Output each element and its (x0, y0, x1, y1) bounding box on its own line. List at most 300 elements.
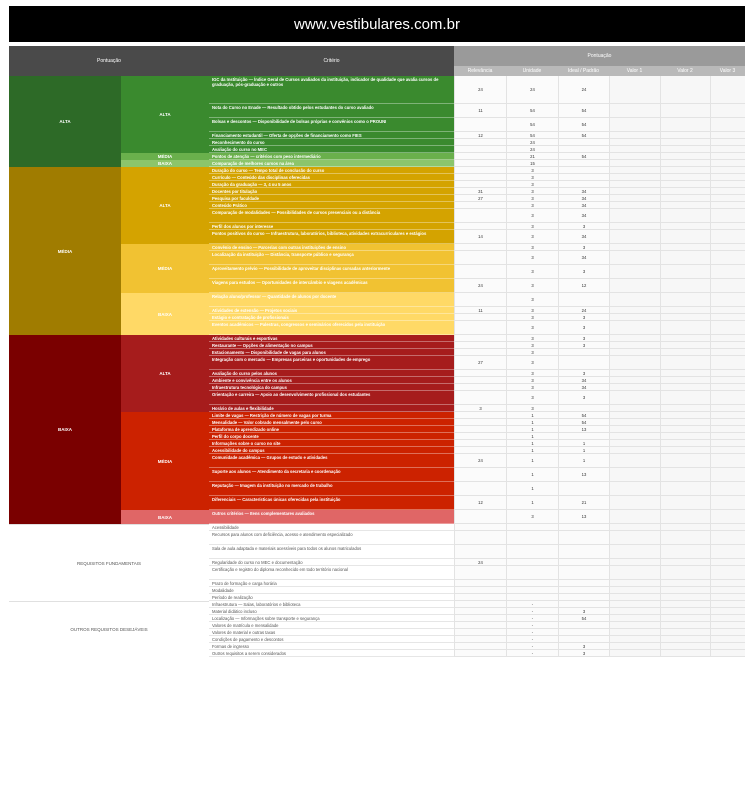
value-cell (660, 433, 710, 440)
value-cell (609, 321, 660, 335)
criterion-row: Aproveitamento prévio — Possibilidade de aproveitar disciplinas cursadas anteriormente (209, 265, 454, 279)
value-cell (609, 335, 660, 342)
group-label: BAIXA (9, 335, 121, 524)
value-cell: 13 (558, 426, 609, 433)
value-cell (660, 188, 710, 195)
value-cell (660, 342, 710, 349)
value-cell (710, 433, 745, 440)
value-cell (660, 174, 710, 181)
value-cell: 34 (558, 209, 609, 223)
value-cell: 3 (506, 265, 558, 279)
value-cell: 3 (558, 335, 609, 342)
criterion-row: Eventos acadêmicos — Palestras, congressos e seminários oferecidos pela instituição (209, 321, 454, 335)
criterion-row: Bolsas e descontos — Disponibilidade de bolsas próprias e convênios como o PROUNI (209, 118, 454, 132)
value-cell (710, 447, 745, 454)
value-cell: 24 (558, 76, 609, 104)
value-cell (609, 76, 660, 104)
value-cell (506, 580, 558, 587)
value-cell (710, 118, 745, 132)
value-cell (609, 167, 660, 174)
value-cell (710, 384, 745, 391)
value-cell (454, 650, 506, 657)
value-cell (710, 335, 745, 342)
criterion-row: Conteúdo Prático (209, 202, 454, 209)
value-cell (558, 545, 609, 559)
value-cell: 1 (506, 440, 558, 447)
value-cell (609, 349, 660, 356)
value-cell: 3 (506, 384, 558, 391)
criterion-row: Orientação e carreira — Apoio ao desenvolvimento profissional dos estudantes (209, 391, 454, 405)
value-cell (609, 244, 660, 251)
value-cell: 3 (506, 174, 558, 181)
value-cell: 54 (558, 412, 609, 419)
value-cell: 3 (558, 650, 609, 657)
value-cell (660, 440, 710, 447)
value-cell (660, 139, 710, 146)
value-cell: 27 (454, 195, 506, 202)
value-cell: - (506, 615, 558, 622)
value-cell (558, 405, 609, 412)
value-cell: 54 (558, 132, 609, 139)
value-cell (454, 440, 506, 447)
criterion-row: Perfil do corpo docente (209, 433, 454, 440)
value-cell (558, 160, 609, 167)
criterion-row: Integração com o mercado — Empresas parceiras e oportunidades de emprego (209, 356, 454, 370)
value-cell: 3 (506, 181, 558, 188)
value-cell (609, 559, 660, 566)
value-cell (660, 601, 710, 608)
subgroup-label: BAIXA (121, 160, 209, 167)
requirement-row: Período de realização (209, 594, 454, 601)
subgroup-label: ALTA (121, 335, 209, 412)
criterion-row: Perfil dos alunos por interesse (209, 223, 454, 230)
value-cell (609, 615, 660, 622)
value-cell (609, 629, 660, 636)
value-cell: 1 (506, 468, 558, 482)
value-cell (609, 482, 660, 496)
value-cell (660, 629, 710, 636)
criterion-row: Reputação — Imagem da instituição no mercado de trabalho (209, 482, 454, 496)
value-cell (710, 496, 745, 510)
criterion-row: Currículo — Conteúdo das disciplinas oferecidas (209, 174, 454, 181)
value-cell (660, 391, 710, 405)
value-cell (609, 496, 660, 510)
subgroup-label: ALTA (121, 76, 209, 153)
value-cell (710, 349, 745, 356)
value-cell (609, 531, 660, 545)
value-cell: 3 (558, 244, 609, 251)
value-cell: 13 (558, 510, 609, 524)
value-cell (660, 454, 710, 468)
value-cell (710, 146, 745, 153)
value-cell (710, 293, 745, 307)
value-cell (660, 377, 710, 384)
value-cell (710, 167, 745, 174)
value-cell: 3 (506, 356, 558, 370)
value-cell (454, 594, 506, 601)
value-cell (454, 153, 506, 160)
value-cell (506, 559, 558, 566)
subheader-col: Valor 1 (609, 66, 660, 76)
value-cell: 1 (506, 482, 558, 496)
value-cell (454, 419, 506, 426)
criterion-row: Docentes por titulação (209, 188, 454, 195)
value-cell: 1 (506, 419, 558, 426)
criterion-row: IGC da Instituição — Índice Geral de Cursos avaliados da instituição, indicador de qualidade que avalia cursos de graduação, pós-graduação e outros (209, 76, 454, 104)
value-cell: 54 (558, 118, 609, 132)
value-cell (609, 188, 660, 195)
value-cell (506, 587, 558, 594)
value-cell (609, 566, 660, 580)
value-cell (609, 202, 660, 209)
value-cell (710, 608, 745, 615)
value-cell (506, 545, 558, 559)
value-cell (710, 132, 745, 139)
value-cell: 3 (506, 510, 558, 524)
value-cell (660, 76, 710, 104)
value-cell (558, 433, 609, 440)
value-cell (710, 594, 745, 601)
value-cell (710, 377, 745, 384)
value-cell (454, 629, 506, 636)
value-cell: 3 (506, 391, 558, 405)
value-cell (454, 167, 506, 174)
value-cell (710, 510, 745, 524)
subgroup-label: MÉDIA (121, 244, 209, 293)
criterion-row: Restaurante — Opções de alimentação no campus (209, 342, 454, 349)
value-cell (609, 545, 660, 559)
value-cell (660, 209, 710, 223)
value-cell (710, 426, 745, 433)
value-cell (609, 608, 660, 615)
subgroup-label: BAIXA (121, 293, 209, 335)
value-cell (558, 566, 609, 580)
value-cell: 3 (558, 370, 609, 377)
value-cell (609, 356, 660, 370)
value-cell (710, 601, 745, 608)
value-cell: 24 (454, 454, 506, 468)
value-cell (710, 174, 745, 181)
value-cell (454, 468, 506, 482)
criterion-row: Viagens para estudos — Oportunidades de intercâmbio e viagens acadêmicas (209, 279, 454, 293)
requirement-row: Regularidade do curso no MEC e documentação (209, 559, 454, 566)
value-cell (609, 636, 660, 643)
value-cell (710, 615, 745, 622)
criterion-row: Comparação de modalidades — Possibilidades de cursos presenciais ou a distância (209, 209, 454, 223)
value-cell (660, 643, 710, 650)
value-cell (558, 594, 609, 601)
value-cell (710, 440, 745, 447)
header-criteria-label: Critério (323, 58, 340, 64)
value-cell (660, 251, 710, 265)
subheader-col: Relevância (454, 66, 506, 76)
value-cell: 3 (558, 608, 609, 615)
value-cell (609, 293, 660, 307)
value-cell (710, 531, 745, 545)
value-cell (454, 636, 506, 643)
value-cell: 34 (558, 188, 609, 195)
value-cell (609, 251, 660, 265)
value-cell (609, 370, 660, 377)
value-cell (710, 587, 745, 594)
value-cell (660, 636, 710, 643)
value-cell (660, 615, 710, 622)
value-cell (454, 391, 506, 405)
value-cell (660, 356, 710, 370)
criterion-row: Pesquisa por faculdade (209, 195, 454, 202)
value-cell (660, 153, 710, 160)
requirement-row: Certificação e registro do diploma reconhecido em todo território nacional (209, 566, 454, 580)
value-cell: 15 (506, 160, 558, 167)
value-cell (454, 146, 506, 153)
value-cell: - (506, 650, 558, 657)
value-cell (609, 265, 660, 279)
value-cell (710, 545, 745, 559)
value-cell (558, 601, 609, 608)
value-cell (660, 580, 710, 587)
value-cell (710, 412, 745, 419)
value-cell (558, 139, 609, 146)
requirement-row: Sala de aula adaptada e materiais acessíveis para todos os alunos matriculados (209, 545, 454, 559)
requirement-row: Valores de material e outras taxas (209, 629, 454, 636)
value-cell: 31 (454, 188, 506, 195)
criterion-row: Localização da instituição — Distância, transporte público e segurança (209, 251, 454, 265)
requirement-row: Outros requisitos a serem considerados (209, 650, 454, 657)
value-cell (710, 391, 745, 405)
value-cell (710, 580, 745, 587)
criterion-row: Pontos de atenção — critérios com peso intermediário (209, 153, 454, 160)
value-cell: 1 (506, 426, 558, 433)
value-cell (454, 209, 506, 223)
header-pontuacao-label: Pontuação (587, 53, 612, 59)
criterion-row: Avaliação do curso pelos alunos (209, 370, 454, 377)
value-cell (558, 580, 609, 587)
value-cell (558, 622, 609, 629)
value-cell (609, 426, 660, 433)
value-cell (660, 160, 710, 167)
value-cell (609, 601, 660, 608)
value-cell: 1 (558, 440, 609, 447)
value-cell (558, 181, 609, 188)
value-cell (454, 244, 506, 251)
value-cell (660, 307, 710, 314)
value-cell (609, 195, 660, 202)
value-cell: 3 (454, 405, 506, 412)
value-cell: 11 (454, 104, 506, 118)
value-cell (609, 405, 660, 412)
value-cell (660, 265, 710, 279)
value-cell (660, 545, 710, 559)
criterion-row: Avaliação do curso no MEC (209, 146, 454, 153)
value-cell: 3 (506, 251, 558, 265)
value-cell (710, 209, 745, 223)
value-cell: 24 (506, 76, 558, 104)
value-cell (506, 594, 558, 601)
value-cell: 3 (558, 391, 609, 405)
value-cell: 11 (454, 307, 506, 314)
value-cell (710, 230, 745, 244)
value-cell (609, 384, 660, 391)
subheader-col: Valor 2 (660, 66, 710, 76)
value-cell (710, 251, 745, 265)
value-cell (710, 643, 745, 650)
value-cell (710, 370, 745, 377)
value-cell (710, 482, 745, 496)
criterion-row: Relação aluno/professor — Quantidade de alunos por docente (209, 293, 454, 307)
value-cell (454, 622, 506, 629)
value-cell (454, 510, 506, 524)
value-cell: 27 (454, 356, 506, 370)
criterion-row: Atividades de extensão — Projetos sociais (209, 307, 454, 314)
value-cell: 1 (506, 433, 558, 440)
value-cell: 3 (506, 223, 558, 230)
criterion-row: Duração da graduação — 3, 4 ou 5 anos (209, 181, 454, 188)
value-cell (609, 377, 660, 384)
value-cell (710, 202, 745, 209)
criterion-row: Suporte aos alunos — Atendimento da secretaria e coordenação (209, 468, 454, 482)
value-cell: 34 (558, 377, 609, 384)
value-cell (609, 587, 660, 594)
value-cell: 3 (558, 643, 609, 650)
requirement-row: Infraestrutura — Salas, laboratórios e biblioteca (209, 601, 454, 608)
value-cell (558, 356, 609, 370)
group-label: MÉDIA (9, 167, 121, 335)
value-cell: 24 (506, 139, 558, 146)
value-cell (609, 412, 660, 419)
value-cell (609, 279, 660, 293)
value-cell (454, 251, 506, 265)
value-cell (609, 650, 660, 657)
value-cell: 54 (558, 615, 609, 622)
value-cell (454, 384, 506, 391)
value-cell (454, 349, 506, 356)
value-cell (660, 524, 710, 531)
value-cell: 21 (558, 496, 609, 510)
value-cell (609, 146, 660, 153)
value-cell: 1 (558, 454, 609, 468)
value-cell: 3 (506, 244, 558, 251)
value-cell (609, 223, 660, 230)
value-cell (660, 335, 710, 342)
value-cell (609, 104, 660, 118)
criterion-row: Horário de aulas e flexibilidade (209, 405, 454, 412)
criterion-row: Outros critérios — Itens complementares avaliados (209, 510, 454, 524)
requirements-label: REQUISITOS FUNDAMENTAIS (9, 524, 209, 601)
value-cell: 34 (558, 251, 609, 265)
value-cell (558, 146, 609, 153)
value-cell (558, 524, 609, 531)
value-cell (609, 342, 660, 349)
value-cell: 54 (506, 132, 558, 139)
header-group-label: Pontuação (97, 58, 121, 64)
value-cell (660, 447, 710, 454)
value-cell: 12 (454, 132, 506, 139)
value-cell (454, 265, 506, 279)
value-cell (454, 377, 506, 384)
value-cell: 3 (506, 335, 558, 342)
value-cell (454, 601, 506, 608)
site-title: www.vestibulares.com.br (294, 15, 460, 33)
value-cell (454, 447, 506, 454)
value-cell (710, 104, 745, 118)
value-cell (454, 321, 506, 335)
value-cell: 1 (506, 412, 558, 419)
subgroup-label: ALTA (121, 167, 209, 244)
value-cell (454, 335, 506, 342)
value-cell (660, 244, 710, 251)
value-cell: 3 (506, 405, 558, 412)
criterion-row: Financiamento estudantil — Oferta de opções de financiamento como FIES (209, 132, 454, 139)
value-cell (710, 650, 745, 657)
subheader-col: Ideal / Padrão (558, 66, 609, 76)
value-cell (609, 118, 660, 132)
value-cell: 1 (558, 447, 609, 454)
value-cell (660, 132, 710, 139)
value-cell: 54 (506, 118, 558, 132)
value-cell (454, 342, 506, 349)
value-cell (454, 580, 506, 587)
value-cell (710, 153, 745, 160)
requirement-row: Modalidade (209, 587, 454, 594)
value-cell (660, 468, 710, 482)
value-cell (710, 636, 745, 643)
requirement-row: Valores de matrícula e mensalidade (209, 622, 454, 629)
value-cell (454, 426, 506, 433)
value-cell (660, 566, 710, 580)
value-cell (454, 223, 506, 230)
value-cell: 3 (558, 265, 609, 279)
value-cell (710, 223, 745, 230)
value-cell: 3 (558, 223, 609, 230)
spreadsheet-page (9, 6, 745, 796)
value-cell: - (506, 601, 558, 608)
value-cell (710, 356, 745, 370)
value-cell: 3 (558, 342, 609, 349)
criterion-row: Pontos positivos do curso — Infraestrutura, laboratórios, biblioteca, atividades extracurriculares e estágios (209, 230, 454, 244)
value-cell: 34 (558, 384, 609, 391)
value-cell (454, 566, 506, 580)
value-cell: - (506, 629, 558, 636)
value-cell (454, 139, 506, 146)
value-cell (710, 244, 745, 251)
value-cell (454, 202, 506, 209)
site-title-bar (9, 6, 745, 42)
value-cell (609, 181, 660, 188)
value-cell: 3 (506, 370, 558, 377)
value-cell (558, 482, 609, 496)
requirement-row: Formas de ingresso (209, 643, 454, 650)
criterion-row: Nota do Curso no Enade — Resultado obtido pelos estudantes do curso avaliado (209, 104, 454, 118)
value-cell (660, 650, 710, 657)
value-cell: 3 (558, 314, 609, 321)
value-cell (609, 594, 660, 601)
value-cell (660, 223, 710, 230)
value-cell: 3 (506, 202, 558, 209)
value-cell (558, 629, 609, 636)
value-cell (506, 524, 558, 531)
value-cell (609, 419, 660, 426)
subheader-col: Unidade (506, 66, 558, 76)
value-cell (558, 293, 609, 307)
requirement-row: Recursos para alunos com deficiência, acesso e atendimento especializado (209, 531, 454, 545)
requirement-row: Localização — Informações sobre transporte e segurança (209, 615, 454, 622)
value-cell (454, 587, 506, 594)
subgroup-label: MÉDIA (121, 153, 209, 160)
value-cell (660, 230, 710, 244)
value-cell (558, 167, 609, 174)
value-cell: 3 (506, 314, 558, 321)
value-cell: 34 (558, 202, 609, 209)
